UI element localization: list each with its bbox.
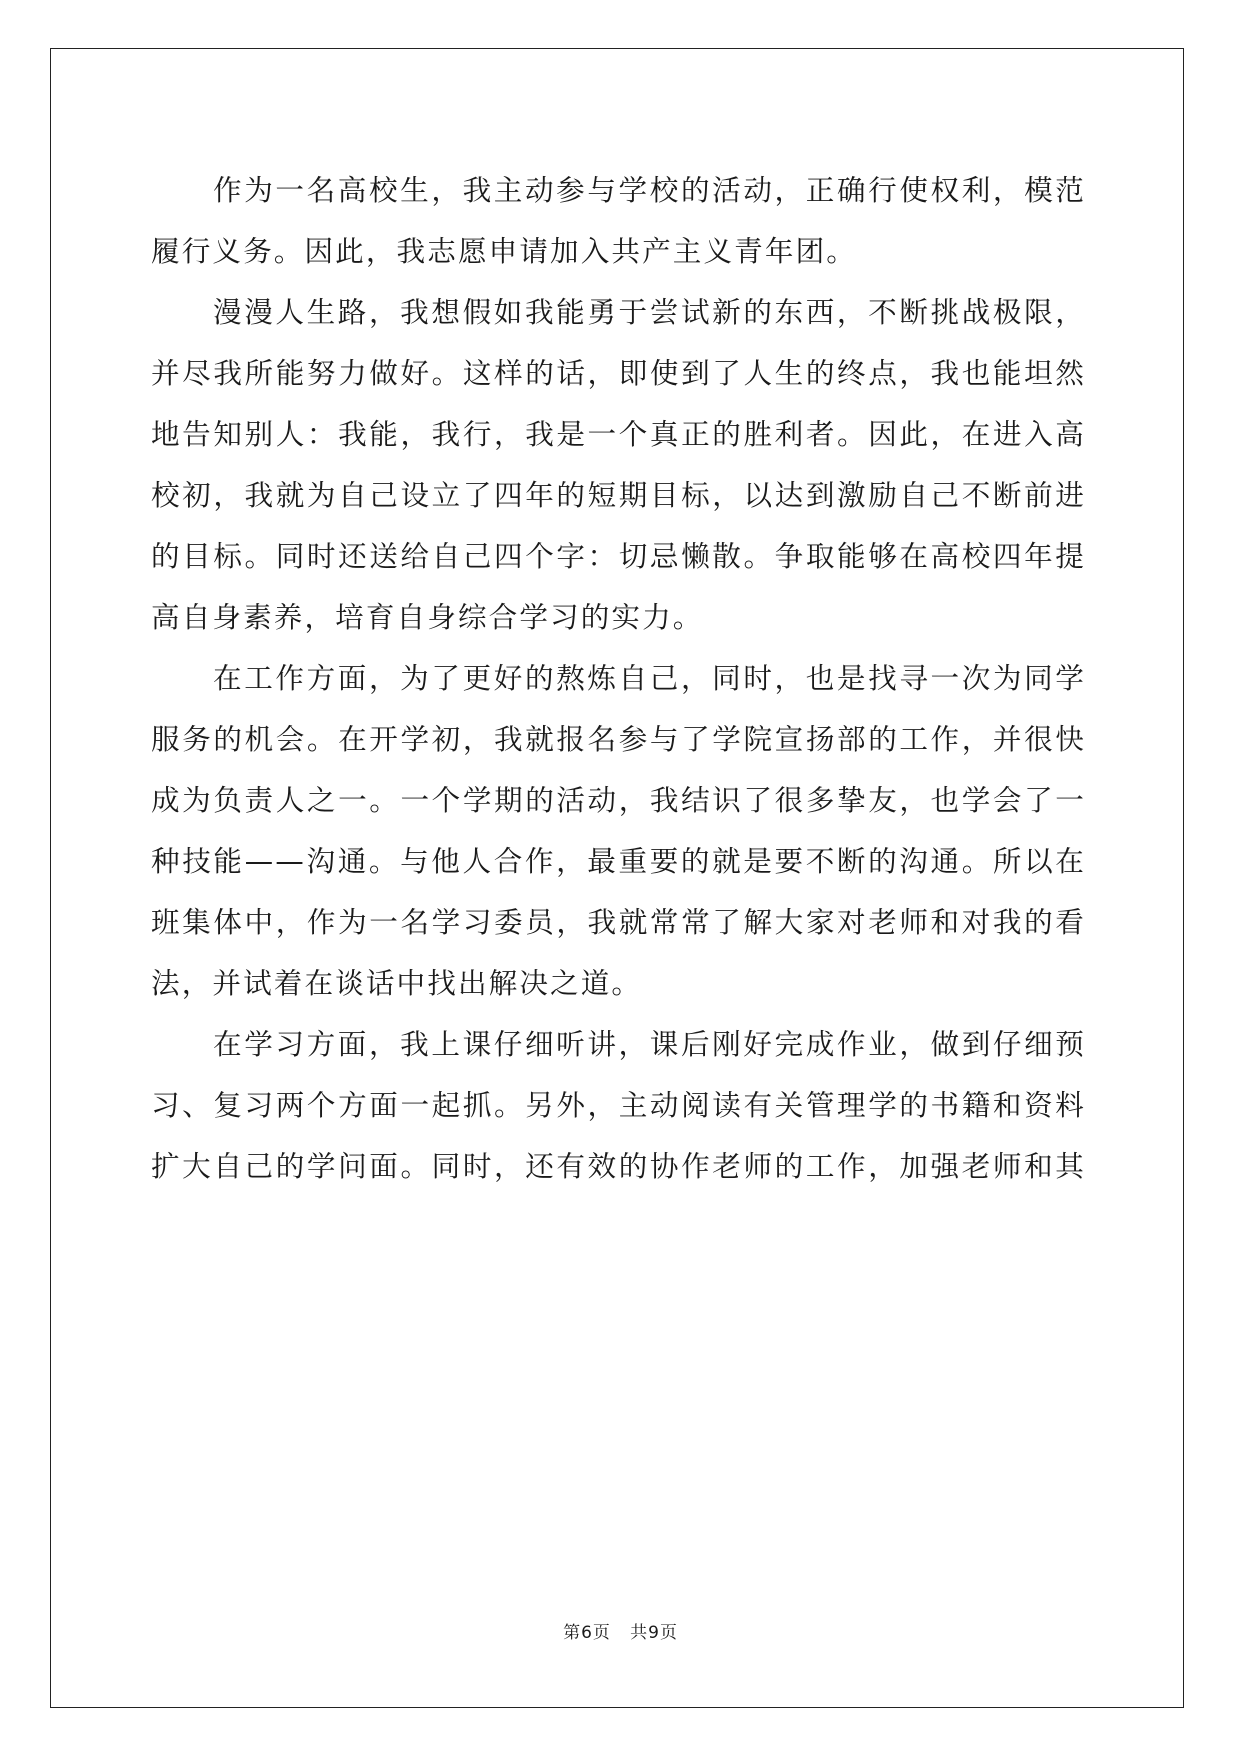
text-line: 班集体中，作为一名学习委员，我就常常了解大家对老师和对我的看 <box>151 905 1086 939</box>
page-footer <box>0 1618 1241 1643</box>
text-line: 作为一名高校生，我主动参与学校的活动，正确行使权利，模范 <box>213 173 1086 207</box>
text-line: 并尽我所能努力做好。这样的话，即使到了人生的终点，我也能坦然 <box>151 356 1086 390</box>
text-line: 高自身素养，培育自身综合学习的实力。 <box>151 600 704 634</box>
total-pages-unit: 页 <box>659 1623 678 1643</box>
text-line: 法，并试着在谈话中找出解决之道。 <box>151 966 643 1000</box>
text-line: 成为负责人之一。一个学期的活动，我结识了很多挚友，也学会了一 <box>151 783 1086 817</box>
text-line: 漫漫人生路，我想假如我能勇于尝试新的东西，不断挑战极限， <box>213 295 1086 329</box>
text-line: 扩大自己的学问面。同时，还有效的协作老师的工作，加强老师和其 <box>151 1149 1086 1183</box>
document-body <box>151 160 1086 1197</box>
text-line: 在工作方面，为了更好的熬炼自己，同时，也是找寻一次为同学 <box>213 661 1086 695</box>
total-pages-number: 9 <box>648 1623 660 1643</box>
page-number-prefix: 第 <box>563 1623 582 1643</box>
text-line: 习、复习两个方面一起抓。另外，主动阅读有关管理学的书籍和资料 <box>151 1088 1086 1122</box>
text-line: 校初，我就为自己设立了四年的短期目标，以达到激励自己不断前进 <box>151 478 1086 512</box>
text-line: 服务的机会。在开学初，我就报名参与了学院宣扬部的工作，并很快 <box>151 722 1086 756</box>
text-line: 履行义务。因此，我志愿申请加入共产主义青年团。 <box>151 234 857 268</box>
current-page-number: 6 <box>581 1623 593 1643</box>
page-number-unit: 页 <box>592 1623 611 1643</box>
text-line: 地告知别人：我能，我行，我是一个真正的胜利者。因此，在进入高 <box>151 417 1086 451</box>
text-line: 的目标。同时还送给自己四个字：切忌懒散。争取能够在高校四年提 <box>151 539 1086 573</box>
text-line: 在学习方面，我上课仔细听讲，课后刚好完成作业，做到仔细预 <box>213 1027 1086 1061</box>
text-line: 种技能——沟通。与他人合作，最重要的就是要不断的沟通。所以在 <box>151 844 1086 878</box>
total-pages-prefix: 共 <box>630 1623 649 1643</box>
